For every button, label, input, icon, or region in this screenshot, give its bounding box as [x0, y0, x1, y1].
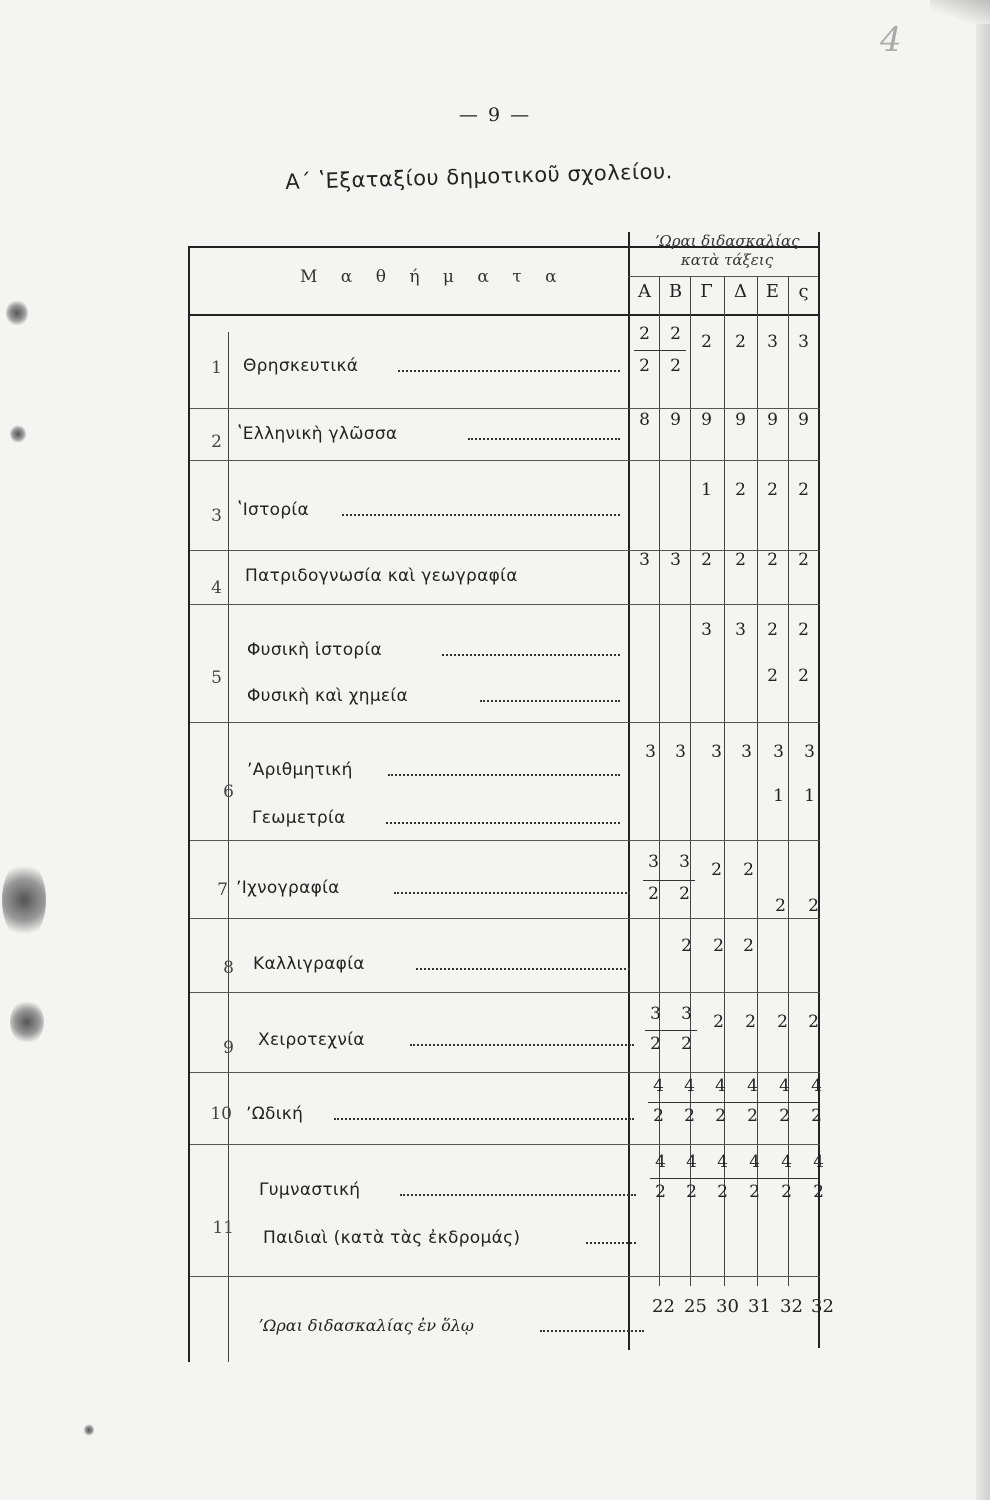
- leader-dots: [586, 1242, 636, 1244]
- grade-header-d: Δ: [734, 281, 747, 302]
- subject-name: ʼΑριθμητική: [247, 760, 353, 780]
- total-value: 31: [748, 1296, 771, 1317]
- row-number: 8: [223, 958, 234, 978]
- hours-value: 4: [749, 1152, 760, 1172]
- row-rule: [190, 722, 820, 723]
- leader-dots: [416, 968, 630, 970]
- leader-dots: [342, 514, 620, 516]
- hours-value: 2: [767, 666, 778, 686]
- leader-dots: [386, 822, 620, 824]
- total-value: 30: [716, 1296, 739, 1317]
- hours-value: 2: [767, 620, 778, 640]
- punch-hole-mark: [10, 425, 26, 443]
- leader-dots: [400, 1194, 636, 1196]
- hours-value: 4: [779, 1076, 790, 1096]
- hours-value: 2: [781, 1182, 792, 1202]
- subject-name: Παιδιαὶ (κατὰ τὰς ἐκδρομάς): [263, 1228, 521, 1248]
- leader-dots: [442, 654, 620, 656]
- hours-value: 2: [686, 1182, 697, 1202]
- hours-value: 2: [747, 1106, 758, 1126]
- hours-value: 2: [713, 1012, 724, 1032]
- hours-value: 2: [717, 1182, 728, 1202]
- hours-value: 2: [639, 324, 650, 344]
- leader-dots: [410, 1044, 634, 1046]
- hours-value: 2: [808, 1012, 819, 1032]
- hours-value: 9: [767, 410, 778, 430]
- row-number: 7: [217, 880, 228, 900]
- hours-value: 9: [735, 410, 746, 430]
- row-rule: [190, 408, 820, 409]
- leader-dots: [480, 700, 620, 702]
- hours-value: 3: [701, 620, 712, 640]
- row-rule: [190, 840, 820, 841]
- hours-value: 2: [670, 356, 681, 376]
- hours-value: 4: [717, 1152, 728, 1172]
- hours-value: 3: [679, 852, 690, 872]
- hours-value: 2: [715, 1106, 726, 1126]
- subject-name: Γεωμετρία: [252, 808, 346, 828]
- leader-dots: [394, 892, 630, 894]
- row-number: 9: [223, 1038, 234, 1058]
- hours-value: 2: [648, 884, 659, 904]
- page-number: — 9 —: [458, 104, 532, 126]
- row-rule: [190, 1276, 820, 1277]
- hours-value: 2: [767, 480, 778, 500]
- hours-value: 2: [653, 1106, 664, 1126]
- hours-value: 3: [648, 852, 659, 872]
- hours-value: 3: [773, 742, 784, 762]
- grade-col-rule: [690, 276, 691, 1286]
- hours-value: 3: [681, 1004, 692, 1024]
- grade-header-a: Α: [638, 281, 651, 302]
- grade-col-rule: [788, 276, 789, 1286]
- hours-value: 2: [743, 860, 754, 880]
- hours-value: 4: [715, 1076, 726, 1096]
- leader-dots: [468, 438, 620, 440]
- hours-value: 2: [798, 480, 809, 500]
- hours-value: 2: [767, 550, 778, 570]
- row-number: 10: [210, 1104, 232, 1124]
- hours-value: 2: [701, 550, 712, 570]
- hours-value: 2: [775, 896, 786, 916]
- hours-value: 4: [813, 1152, 824, 1172]
- hours-value: 3: [670, 550, 681, 570]
- total-value: 32: [780, 1296, 803, 1317]
- hours-value: 2: [711, 860, 722, 880]
- fraction-bar: [650, 1178, 818, 1179]
- subject-name: Θρησκευτικά: [243, 356, 359, 376]
- row-number: 4: [211, 578, 222, 598]
- hours-value: 2: [670, 324, 681, 344]
- hours-value: 9: [670, 410, 681, 430]
- row-number: 11: [212, 1218, 234, 1238]
- hours-value: 2: [655, 1182, 666, 1202]
- punch-hole-mark: [2, 860, 46, 940]
- hours-value: 4: [686, 1152, 697, 1172]
- grade-col-rule: [724, 276, 725, 1286]
- hours-value: 3: [767, 332, 778, 352]
- hours-header-rule: [628, 276, 818, 277]
- hours-value: 3: [639, 550, 650, 570]
- subject-name: Γυμναστική: [259, 1180, 361, 1200]
- subject-name: ʼΩδική: [246, 1104, 304, 1124]
- hours-value: 9: [798, 410, 809, 430]
- hours-value: 4: [653, 1076, 664, 1096]
- hours-value: 2: [650, 1034, 661, 1054]
- header-bottom-rule: [190, 314, 820, 316]
- row-rule: [190, 1144, 820, 1145]
- row-number: 3: [211, 506, 222, 526]
- hours-value: 4: [747, 1076, 758, 1096]
- hours-value: 4: [811, 1076, 822, 1096]
- hours-value: 2: [811, 1106, 822, 1126]
- subject-name: Πατριδογνωσία καὶ γεωγραφία: [245, 566, 518, 586]
- hours-value: 2: [813, 1182, 824, 1202]
- subjects-column-header: Μ α θ ή μ α τ α: [300, 267, 566, 287]
- page-title: Α΄ ʽΕξαταξίου δημοτικοῦ σχολείου.: [285, 159, 674, 194]
- grade-header-b: Β: [668, 281, 683, 302]
- total-value: 22: [652, 1296, 675, 1317]
- hours-header-line2: κατὰ τάξεις: [680, 251, 774, 269]
- punch-hole-mark: [6, 300, 28, 326]
- hours-value: 2: [735, 550, 746, 570]
- total-value: 25: [684, 1296, 707, 1317]
- hours-header-line1: ʼΩραι διδασκαλίας: [654, 232, 800, 250]
- number-col-rule: [228, 332, 229, 1362]
- hours-value: 1: [773, 786, 784, 806]
- hours-value: 4: [684, 1076, 695, 1096]
- hours-value: 2: [713, 936, 724, 956]
- hours-value: 4: [781, 1152, 792, 1172]
- hours-value: 2: [701, 332, 712, 352]
- hours-value: 8: [639, 410, 650, 430]
- hours-value: 3: [675, 742, 686, 762]
- hours-value: 2: [808, 896, 819, 916]
- row-number: 6: [223, 782, 234, 802]
- hours-value: 2: [749, 1182, 760, 1202]
- hours-value: 3: [645, 742, 656, 762]
- total-value: 32: [811, 1296, 834, 1317]
- totals-label: ʼΩραι διδασκαλίας ἐν ὅλῳ: [258, 1316, 474, 1335]
- fraction-bar: [634, 350, 686, 351]
- hours-value: 2: [679, 884, 690, 904]
- punch-hole-mark: [84, 1424, 94, 1436]
- hours-value: 2: [735, 332, 746, 352]
- row-rule: [190, 604, 820, 605]
- fraction-bar: [648, 1102, 818, 1103]
- hours-value: 2: [798, 620, 809, 640]
- hours-value: 2: [779, 1106, 790, 1126]
- hours-value: 2: [777, 1012, 788, 1032]
- row-rule: [190, 918, 820, 919]
- subject-name: ʼΙχνογραφία: [236, 878, 340, 898]
- handwritten-page-mark: 4: [880, 20, 902, 60]
- hours-value: 2: [681, 1034, 692, 1054]
- grade-header-e: Ε: [765, 281, 780, 302]
- hours-value: 2: [745, 1012, 756, 1032]
- hours-value: 3: [798, 332, 809, 352]
- subject-name: ʽΙστορία: [237, 500, 309, 520]
- hours-value: 3: [735, 620, 746, 640]
- grade-col-rule: [659, 276, 660, 1286]
- row-number: 2: [211, 432, 222, 452]
- grade-header-f: ς: [798, 281, 809, 302]
- leader-dots: [398, 370, 620, 372]
- table-left-rule: [188, 246, 190, 1362]
- row-rule: [190, 1072, 820, 1073]
- hours-value: 2: [798, 666, 809, 686]
- hours-value: 9: [701, 410, 712, 430]
- hours-value: 2: [681, 936, 692, 956]
- grade-header-c: Γ: [700, 281, 713, 302]
- row-rule: [190, 992, 820, 993]
- fraction-bar: [645, 1030, 697, 1031]
- punch-hole-mark: [10, 1000, 44, 1044]
- subject-name: Καλλιγραφία: [253, 954, 365, 974]
- hours-value: 2: [684, 1106, 695, 1126]
- hours-value: 2: [798, 550, 809, 570]
- hours-value: 2: [639, 356, 650, 376]
- hours-value: 2: [743, 936, 754, 956]
- hours-value: 3: [711, 742, 722, 762]
- hours-value: 1: [701, 480, 712, 500]
- hours-value: 1: [804, 786, 815, 806]
- subject-name: Φυσικὴ καὶ χημεία: [247, 686, 408, 706]
- subject-name: ʽΕλληνικὴ γλῶσσα: [237, 424, 398, 444]
- grade-col-rule: [757, 276, 758, 1286]
- row-rule: [190, 460, 820, 461]
- leader-dots: [388, 774, 620, 776]
- hours-value: 3: [804, 742, 815, 762]
- hours-value: 3: [650, 1004, 661, 1024]
- hours-column-header: [628, 232, 826, 270]
- page-corner-fold: [930, 0, 990, 24]
- subject-name: Χειροτεχνία: [258, 1030, 365, 1050]
- subject-name: Φυσικὴ ἱστορία: [247, 640, 383, 660]
- hours-value: 3: [741, 742, 752, 762]
- hours-value: 2: [735, 480, 746, 500]
- row-number: 1: [211, 358, 222, 378]
- leader-dots: [334, 1118, 634, 1120]
- subject-col-rule: [628, 232, 630, 1350]
- row-number: 5: [211, 668, 222, 688]
- page-edge: [976, 0, 990, 1500]
- fraction-bar: [643, 880, 695, 881]
- row-rule: [190, 550, 820, 551]
- hours-value: 4: [655, 1152, 666, 1172]
- leader-dots: [540, 1330, 644, 1332]
